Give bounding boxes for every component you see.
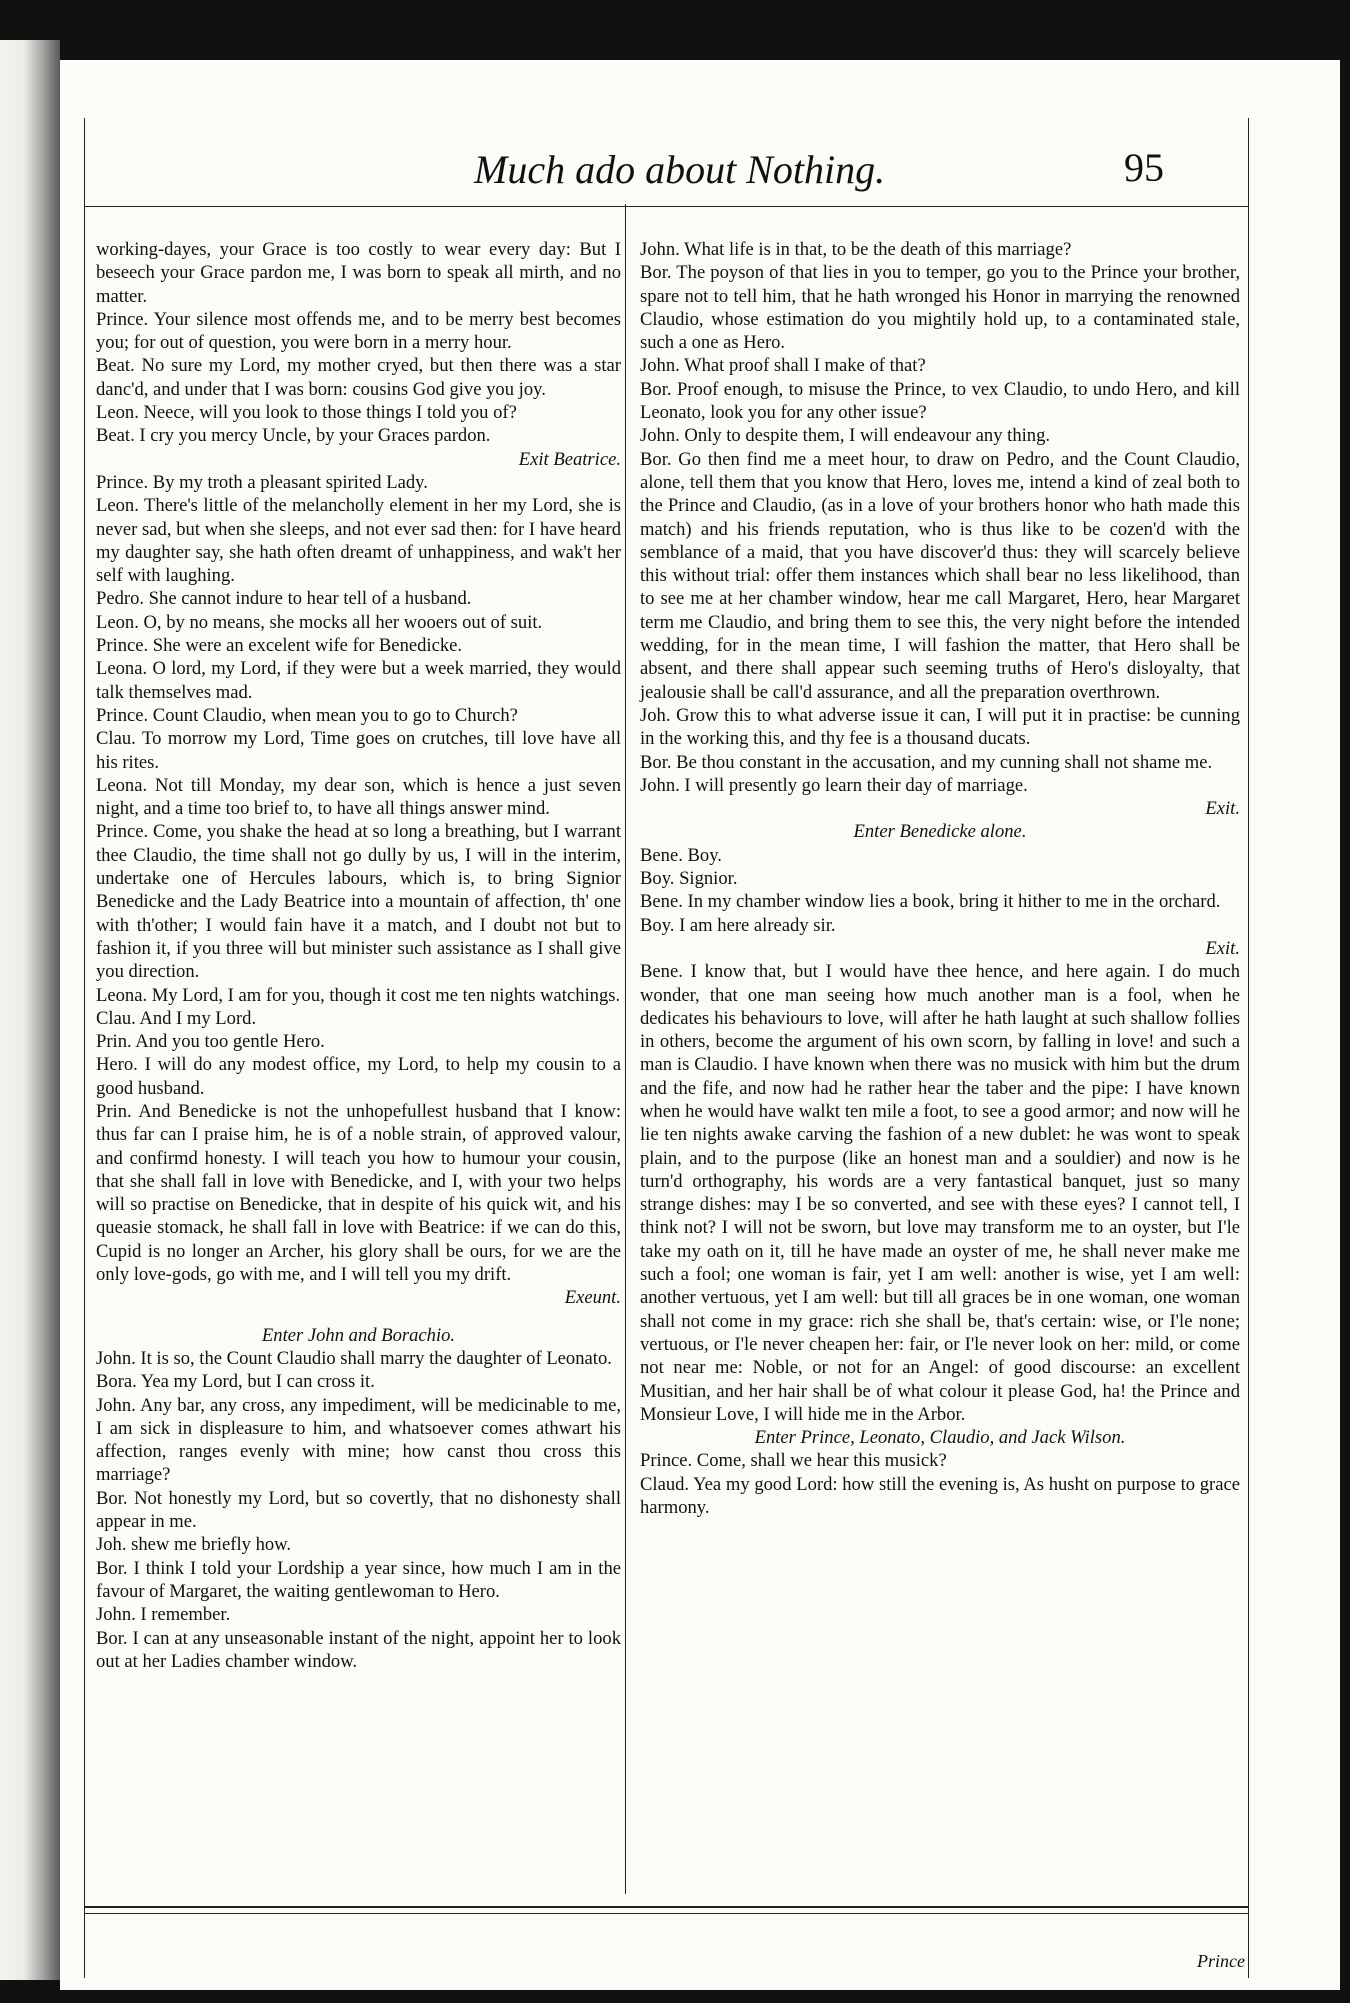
text-paragraph: Leona. O lord, my Lord, if they were but a week married, they would talk themselves mad. (96, 658, 621, 703)
text-paragraph: Prince. Your silence most offends me, and to be merry best becomes you; for out of question, you were born in a merry hour. (96, 308, 621, 354)
text-paragraph: Prince. She were an excelent wife for Benedicke. (96, 635, 463, 657)
text-paragraph: Clau. And I my Lord. (96, 1007, 257, 1029)
text-paragraph: John. What proof shall I make of that? (640, 355, 926, 377)
text-paragraph: Hero. I will do any modest office, my Lord, to help my cousin to a good husband. (96, 1054, 621, 1099)
text-paragraph: John. I will presently go learn their day of marriage. (640, 774, 1028, 796)
text-paragraph: Beat. No sure my Lord, my mother cryed, but then there was a star danc'd, and under that I was born: cousins God give you joy. (96, 355, 621, 400)
text-paragraph: Bor. Proof enough, to misuse the Prince, to vex Claudio, to undo Hero, and kill Leonato, look you for any other issue? (640, 378, 1240, 424)
stage-direction: Enter Benedicke alone. (853, 821, 1027, 843)
adjacent-page-edge (0, 40, 60, 1980)
text-paragraph: Prince. By my troth a pleasant spirited Lady. (96, 471, 428, 493)
text-paragraph: Bor. I can at any unseasonable instant of the night, appoint her to look out at her Ladies chamber window. (96, 1627, 621, 1672)
left-column (96, 238, 621, 1673)
text-paragraph: Bene. I know that, but I would have thee hence, and here again. I do much wonder, that one man seeing how much another man is a fool, when he dedicates his behaviours to love, will after he hath laught at such shallow follies in others, become the argument of his own scorn, by falling in love! and such a man is Claudio. I have known when there was no musick with him but the drum and the fife, and now had he rather hear the taber and the pipe: I have known when he would have walkt ten mile a foot, to see a good armor; and now will he lie ten nights awake carving the fashion of a new dublet: he was wont to speak plain, and to the purpose (like an honest man and a souldier) and now is he turn'd orthography, his words are a very fantastical banquet, just so many strange dishes: may I be so converted, and see with these eyes? I cannot tell, I think not? I will not be sworn, but love may transform me to an oyster, but I'le take my oath on it, till he have made an oyster of me, he shall never make me such a fool; one woman is fair, yet I am well: another is wise, yet I am well: another vertuous, yet I am well: but till all graces be in one woman, one woman shall not come in my grace: rich she shall be, that's certain: wise, or I'le none; vertuous, or I'le never cheapen her: fair, or I'le never look on her: mild, or come not near me: Noble, or not for an Angel: of good discourse: an excellent Musitian, and her hair shall be of what colour it please God, ha! the Prince and Monsieur Love, I will hide me in the Arbor. (640, 961, 1240, 1425)
page-number: 95 (1124, 145, 1164, 190)
text-paragraph: John. What life is in that, to be the death of this marriage? (640, 239, 1072, 260)
text-paragraph: Beat. I cry you mercy Uncle, by your Graces pardon. (96, 425, 491, 447)
text-paragraph: Leona. My Lord, I am for you, though it cost me ten nights watchings. (96, 984, 621, 1006)
text-paragraph: Boy. I am here already sir. (640, 914, 836, 936)
text-paragraph: Prin. And Benedicke is not the unhopefullest husband that I know: thus far can I praise him, he is of a noble strain, of approved valour, and confirmd honesty. I will teach you how to humour your cousin, that she shall fall in love with Benedicke, and I, with your two helps will so practise on Benedicke, that in despite of his quick wit, and his queasie stomack, he shall fall in love with Beatrice: if we can do this, Cupid is no longer an Archer, his glory shall be ours, for we are the only love-gods, go with me, and I will tell you my drift. (96, 1100, 621, 1286)
frame-left-rule (84, 118, 85, 1978)
stage-direction: Exeunt. (564, 1287, 621, 1309)
right-column (640, 238, 1240, 1519)
stage-direction: Exit. (1205, 798, 1240, 820)
text-paragraph: John. I remember. (96, 1604, 231, 1626)
text-paragraph: Bora. Yea my Lord, but I can cross it. (96, 1371, 375, 1393)
frame-right-rule (1248, 118, 1249, 1978)
text-paragraph: John. Any bar, any cross, any impediment, will be medicinable to me, I am sick in displeasure to him, and whatsoever comes athwart his affection, ranges evenly with mine; how canst thou cross this marriage? (96, 1394, 621, 1486)
text-paragraph: working-dayes, your Grace is too costly to wear every day: But I beseech your Grace pardon me, I was born to speak all mirth, and no matter. (96, 239, 621, 307)
running-title: Much ado about Nothing. (474, 147, 886, 192)
text-paragraph: Bor. Be thou constant in the accusation, and my cunning shall not shame me. (640, 751, 1213, 773)
text-paragraph: John. It is so, the Count Claudio shall marry the daughter of Leonato. (96, 1347, 612, 1369)
text-paragraph: Leon. Neece, will you look to those things I told you of? (96, 402, 517, 424)
text-paragraph: Bor. Go then find me a meet hour, to draw on Pedro, and the Count Claudio, alone, tell them that you know that Hero, loves me, intend a kind of zeal both to the Prince and Claudio, (as in a love of your brothers honor who hath made this match) and his friends reputation, who is thus like to be cozen'd with the semblance of a maid, that you have discover'd thus: they will scarcely believe this without trial: offer them instances which shall bear no less likelihood, than to see me at her chamber window, hear me call Margaret, Hero, hear Margaret term me Claudio, and bring them to see this, the very night before the intended wedding, for in the mean time, I will fashion the matter, that Hero shall be absent, and there shall appear such seeming truths of Hero's disloyalty, that jealousie shall be call'd assurance, and all the preparation overthrown. (640, 448, 1240, 703)
text-paragraph: Leon. There's little of the melancholly element in her my Lord, she is never sad, but when she sleeps, and not ever sad then: for I have heard my daughter say, she hath often dreamt of unhappiness, and wak't her self with laughing. (96, 495, 621, 587)
text-paragraph: Bene. In my chamber window lies a book, bring it hither to me in the orchard. (640, 891, 1221, 913)
page-frame (84, 118, 1249, 1978)
text-paragraph: Prince. Come, you shake the head at so long a breathing, but I warrant thee Claudio, the time shall not go dully by us, I will in the interim, undertake one of Hercules labours, which is, to bring Signior Benedicke and the Lady Beatrice into a mountain of affection, th' one with th'other; I would fain have it a match, and I doubt not but to fashion it, if you three will but minister such assistance as I shall give you direction. (96, 821, 621, 983)
text-paragraph: Claud. Yea my good Lord: how still the evening is, As husht on purpose to grace harmony. (640, 1473, 1240, 1519)
header-rule (84, 206, 1249, 207)
text-paragraph: John. Only to despite them, I will endeavour any thing. (640, 425, 1051, 447)
stage-direction: Enter Prince, Leonato, Claudio, and Jack Wilson. (754, 1427, 1126, 1449)
text-paragraph: Prin. And you too gentle Hero. (96, 1031, 325, 1053)
stage-direction: Enter John and Borachio. (261, 1324, 456, 1346)
footer-rule (84, 1906, 1249, 1908)
text-paragraph: Bor. I think I told your Lordship a year since, how much I am in the favour of Margaret, the waiting gentlewoman to Hero. (96, 1557, 621, 1602)
text-paragraph: Bor. The poyson of that lies in you to temper, go you to the Prince your brother, spare not to tell him, that he hath wronged his Honor in marrying the renowned Claudio, whose estimation do you mightily hold up, to a contaminated stale, such a one as Hero. (640, 262, 1240, 354)
text-paragraph: Bene. Boy. (640, 844, 722, 866)
text-paragraph: Bor. Not honestly my Lord, but so covertly, that no dishonesty shall appear in me. (96, 1487, 621, 1533)
catchword: Prince (1197, 1951, 1245, 1971)
footer-rule-thin (84, 1913, 1249, 1914)
text-paragraph: Leona. Not till Monday, my dear son, which is hence a just seven night, and a time too brief to, to have all things answer mind. (96, 774, 621, 820)
stage-direction: Exit. (1205, 937, 1240, 959)
text-paragraph: Clau. To morrow my Lord, Time goes on crutches, till love have all his rites. (96, 728, 621, 773)
text-paragraph: Pedro. She cannot indure to hear tell of a husband. (96, 588, 472, 610)
column-divider (625, 204, 626, 1894)
text-paragraph: Joh. Grow this to what adverse issue it can, I will put it in practise: be cunning in the working this, and thy fee is a thousand ducats. (640, 704, 1240, 750)
text-paragraph: Leon. O, by no means, she mocks all her wooers out of suit. (96, 611, 543, 633)
text-paragraph: Boy. Signior. (640, 868, 738, 890)
text-paragraph: Prince. Count Claudio, when mean you to go to Church? (96, 704, 518, 726)
text-paragraph: Joh. shew me briefly how. (96, 1534, 292, 1556)
text-paragraph: Prince. Come, shall we hear this musick? (640, 1450, 947, 1472)
stage-direction: Exit Beatrice. (518, 448, 621, 470)
book-page (60, 60, 1340, 1990)
